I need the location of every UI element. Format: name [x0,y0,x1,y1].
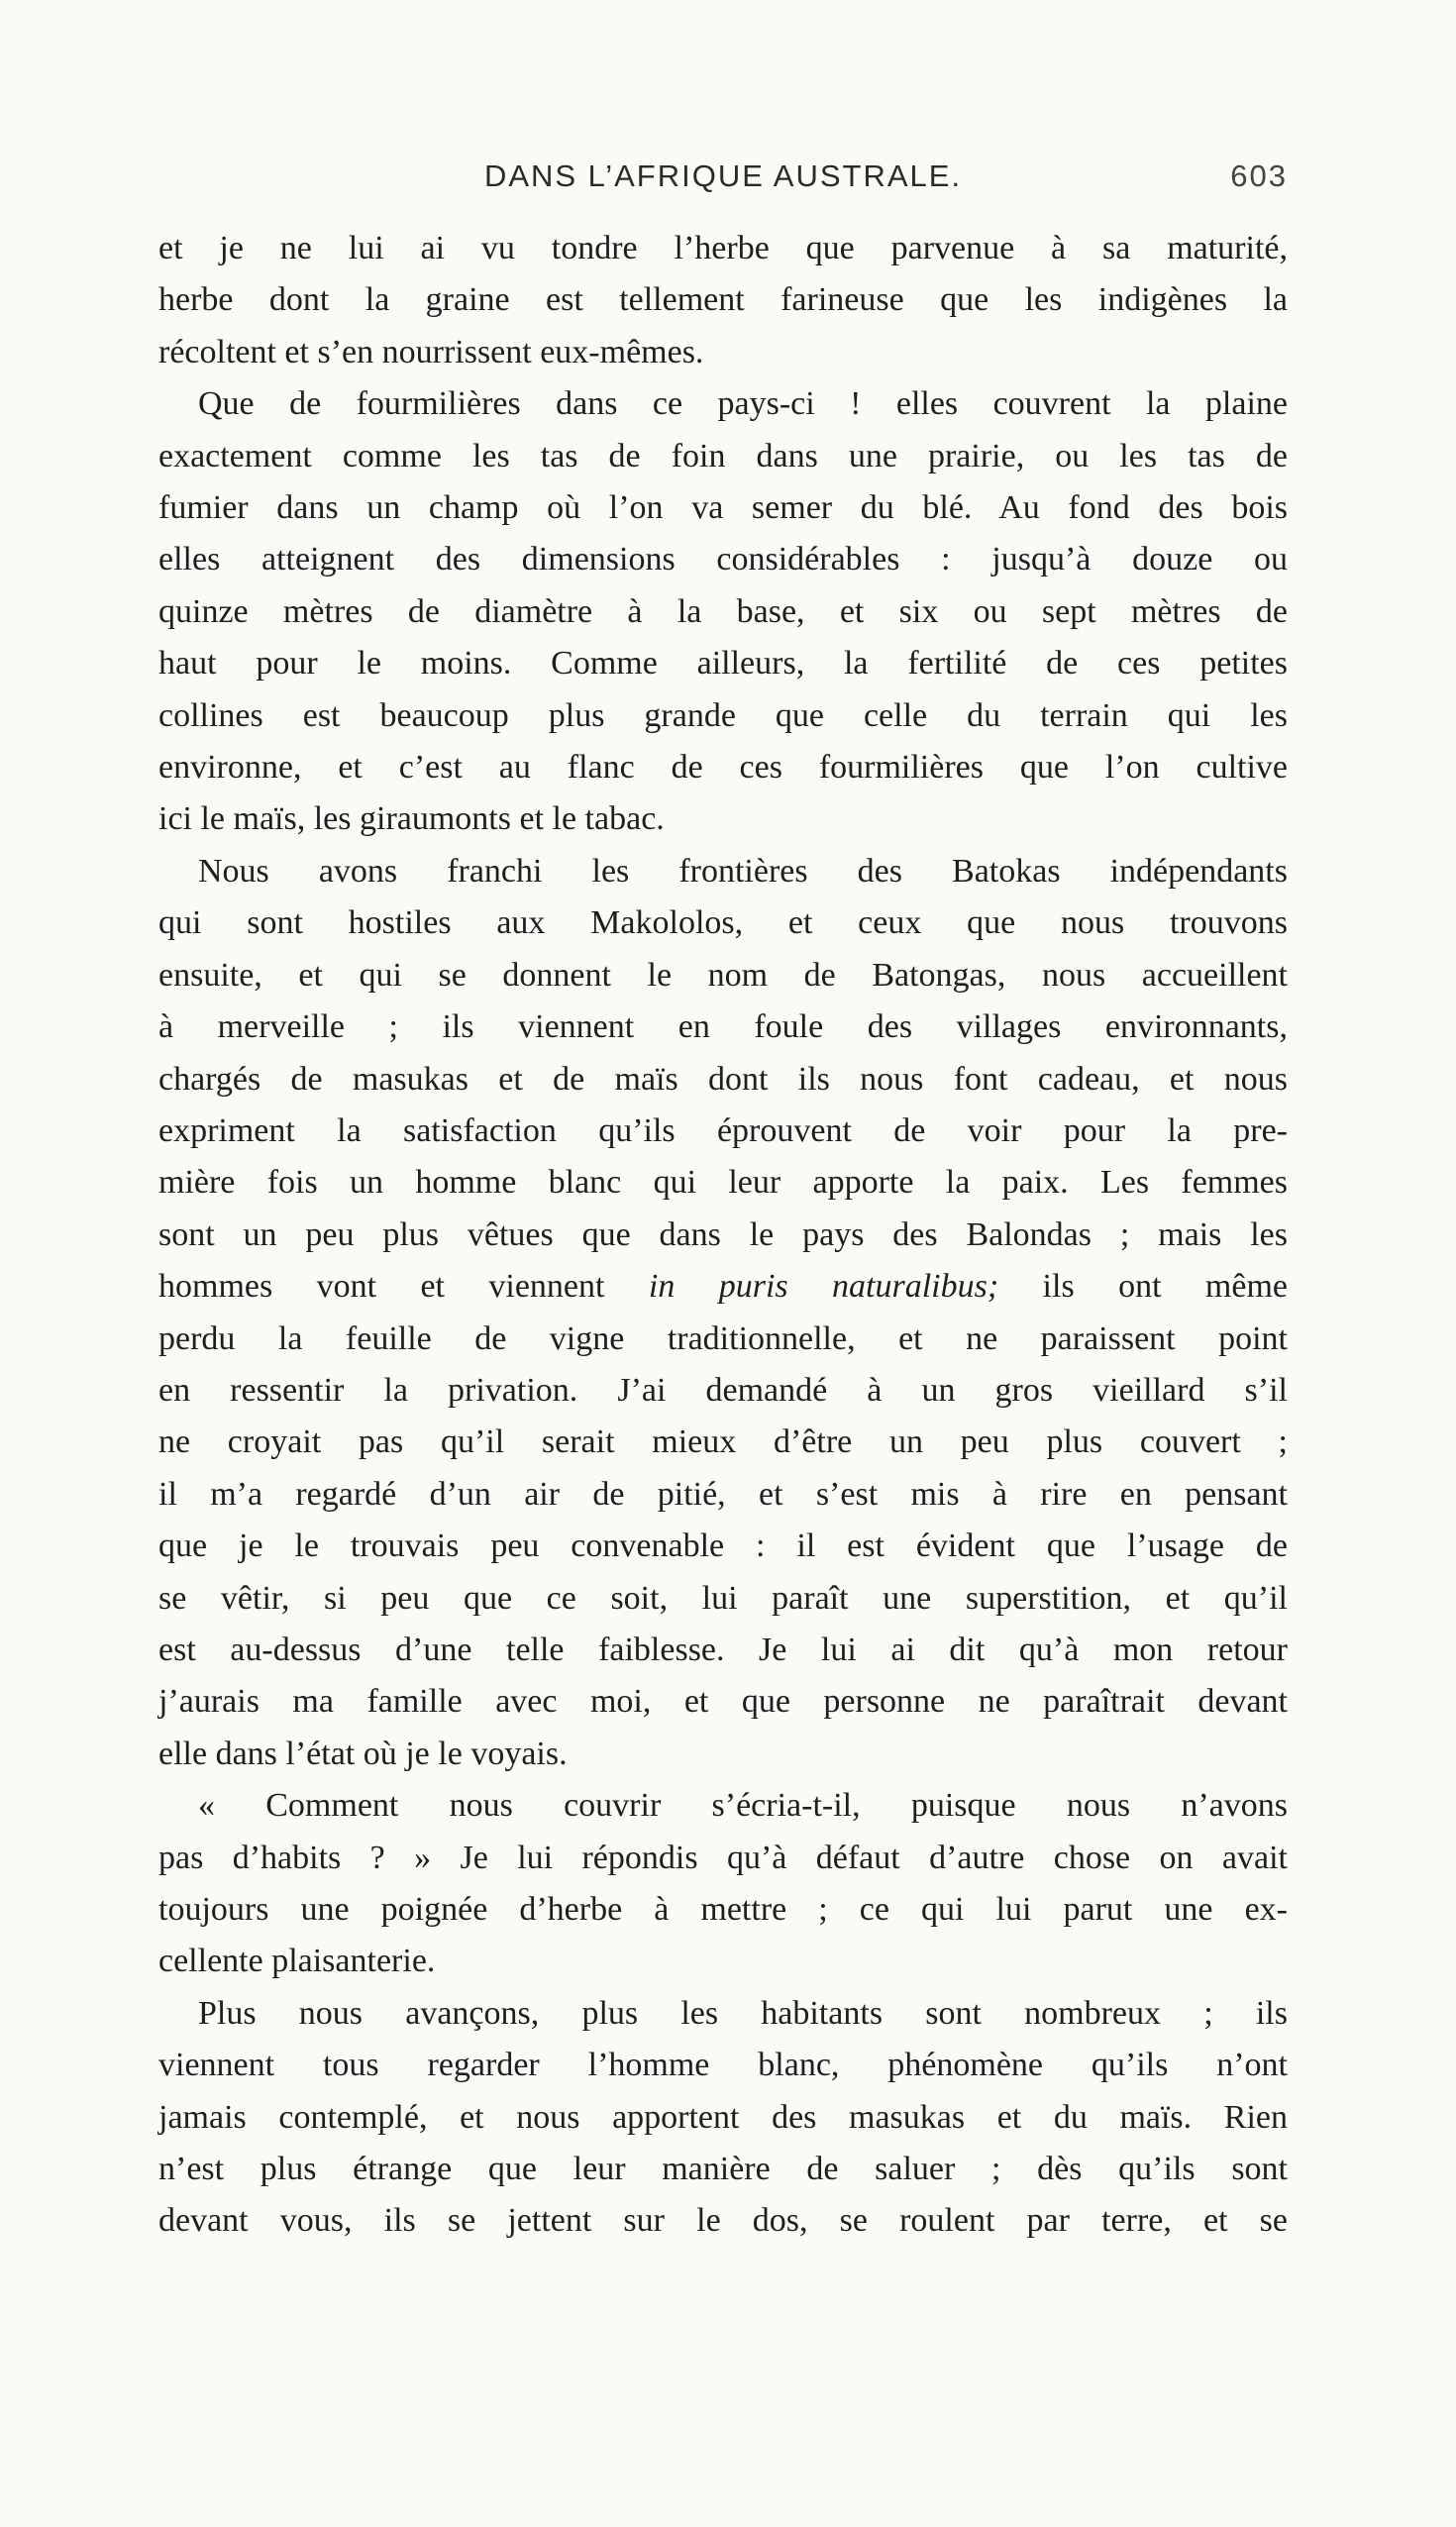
text-line: j’aurais ma famille avec moi, et que personne ne paraîtrait devant [158,1683,1288,1721]
paragraph-3 [158,846,1288,1780]
text-line: est au-dessus d’une telle faiblesse. Je lui ai dit qu’à mon retour [158,1631,1288,1668]
text-line: toujours une poignée d’herbe à mettre ; ce qui lui parut une ex- [158,1891,1288,1928]
text-line: fumier dans un champ où l’on va semer du blé. Au fond des bois [158,489,1288,527]
text-fragment: ils ont même [998,1268,1288,1306]
text-line: elle dans l’état où je le voyais. [158,1735,568,1772]
text-line: que je le trouvais peu convenable : il est évident que l’usage de [158,1527,1288,1565]
text-line: chargés de masukas et de maïs dont ils nous font cadeau, et nous [158,1060,1288,1098]
text-line: collines est beaucoup plus grande que celle du terrain qui les [158,696,1288,734]
text-line: mière fois un homme blanc qui leur apporte la paix. Les femmes [158,1164,1288,1202]
text-line: Plus nous avançons, plus les habitants sont nombreux ; ils [198,1994,1288,2032]
paragraph-2 [158,378,1288,846]
text-line: ne croyait pas qu’il serait mieux d’être un peu plus couvert ; [158,1423,1288,1461]
text-line: exactement comme les tas de foin dans une prairie, ou les tas de [158,437,1288,474]
text-fragment: hommes vont et viennent [158,1268,649,1306]
text-line: elles atteignent des dimensions considérables : jusqu’à douze ou [158,541,1288,579]
paragraph-1 [158,223,1288,378]
text-line: Nous avons franchi les frontières des Batokas indépendants [198,852,1288,890]
text-line: à merveille ; ils viennent en foule des villages environnants, [158,1008,1288,1046]
text-line: et je ne lui ai vu tondre l’herbe que parvenue à sa maturité, [158,230,1288,266]
text-line: haut pour le moins. Comme ailleurs, la fertilité de ces petites [158,645,1288,683]
text-line: Que de fourmilières dans ce pays-ci ! elles couvrent la plaine [198,385,1288,423]
text-line: sont un peu plus vêtues que dans le pays des Balondas ; mais les [158,1215,1288,1253]
text-line: récoltent et s’en nourrissent eux-mêmes. [158,333,704,370]
text-line: en ressentir la privation. J’ai demandé à un gros vieillard s’il [158,1371,1288,1409]
text-line: n’est plus étrange que leur manière de saluer ; dès qu’ils sont [158,2151,1288,2188]
text-line: se vêtir, si peu que ce soit, lui paraît une superstition, et qu’il [158,1579,1288,1617]
text-line: herbe dont la graine est tellement farineuse que les indigènes la [158,281,1288,319]
text-line-with-italic [158,1261,1288,1313]
page-number: 603 [1230,158,1288,193]
text-line: ensuite, et qui se donnent le nom de Batongas, nous accueillent [158,956,1288,994]
running-head: DANS L’AFRIQUE AUSTRALE. [483,158,963,193]
latin-phrase: in puris naturalibus; [648,1268,999,1306]
paragraph-5 [158,1988,1288,2248]
text-line: pas d’habits ? » Je lui répondis qu’à défaut d’autre chose on avait [158,1839,1288,1876]
text-line: viennent tous regarder l’homme blanc, phénomène qu’ils n’ont [158,2047,1288,2084]
text-line: expriment la satisfaction qu’ils éprouvent de voir pour la pre- [158,1111,1288,1149]
text-line: il m’a regardé d’un air de pitié, et s’est mis à rire en pensant [158,1475,1288,1513]
text-line: « Comment nous couvrir s’écria-t-il, puisque nous n’avons [198,1787,1288,1825]
text-line: devant vous, ils se jettent sur le dos, se roulent par terre, et se [158,2202,1288,2240]
body-text [158,223,1288,2248]
text-line: ici le maïs, les giraumonts et le tabac. [158,800,665,838]
page-header [158,158,1288,208]
text-line: jamais contemplé, et nous apportent des masukas et du maïs. Rien [158,2098,1288,2136]
text-line: cellente plaisanterie. [158,1943,436,1980]
paragraph-4 [158,1780,1288,1988]
text-line: quinze mètres de diamètre à la base, et six ou sept mètres de [158,592,1288,630]
text-line: perdu la feuille de vigne traditionnelle, et ne paraissent point [158,1319,1288,1357]
text-line: qui sont hostiles aux Makololos, et ceux que nous trouvons [158,904,1288,942]
text-line: environne, et c’est au flanc de ces fourmilières que l’on cultive [158,749,1288,787]
